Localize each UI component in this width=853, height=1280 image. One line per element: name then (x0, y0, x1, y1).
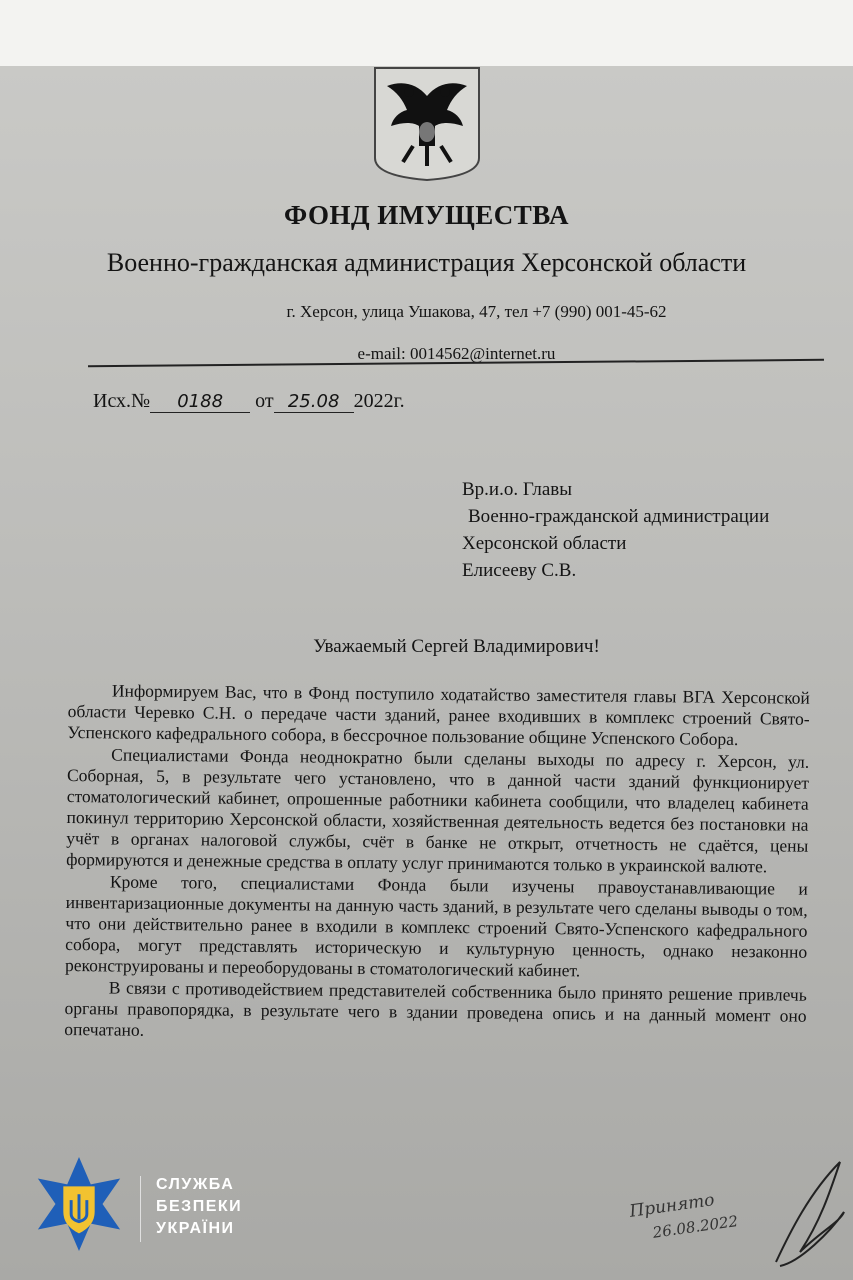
double-headed-eagle-emblem-icon (373, 66, 481, 182)
received-label: Принято (628, 1190, 716, 1222)
outgoing-number: 0188 (150, 391, 250, 413)
org-subtitle: Военно-гражданская администрация Херсонской области (106, 248, 747, 277)
salutation: Уважаемый Сергей Владимирович! (313, 636, 600, 657)
letter-body (64, 680, 810, 1049)
body-paragraph: Кроме того, специалистами Фонда были изучены правоустанавливающие и инвентаризационные документы на данную часть зданий, в результате чего сделаны выводы о том, что они действительно ранее в входили в комплекс строений Свято-Успенского кафедрального собора, могут представлять историческую и культурную ценность, однако незаконно реконструированы и переоборудованы в стоматологический кабинет. (64, 871, 808, 981)
addressee-line: Херсонской области (462, 533, 627, 554)
sbu-line: УКРАЇНИ (156, 1220, 235, 1237)
outgoing-reference (93, 390, 405, 413)
outgoing-date: 25.08 (274, 391, 354, 413)
org-email: e-mail: 0014562@internet.ru (357, 344, 556, 363)
addressee-line: Вр.и.о. Главы (462, 479, 573, 500)
received-note (628, 1185, 740, 1247)
sbu-watermark-text (156, 1174, 242, 1240)
body-paragraph: Информируем Вас, что в Фонд поступило ходатайство заместителя главы ВГА Херсонской области Черевко С.Н. о передаче части зданий, ранее входивших в комплекс строений Свято-Успенского кафедрального собора, в бессрочное пользование общине Успенского Собора. (67, 680, 810, 750)
sbu-divider (140, 1176, 141, 1242)
org-address: г. Херсон, улица Ушакова, 47, тел +7 (990) 001-45-62 (286, 302, 667, 321)
body-paragraph: В связи с противодействием представителей собственника было принято решение привлечь органы правопорядка, в результате чего в здании проведена опись и на данный момент оно опечатано. (64, 977, 807, 1040)
outgoing-from-label: от (255, 390, 274, 412)
org-title: ФОНД ИМУЩЕСТВА (283, 200, 570, 230)
addressee-line: Военно-гражданской администрации (468, 506, 770, 527)
addressee-line: Елисееву С.В. (462, 560, 577, 581)
outgoing-year: 2022г. (353, 390, 405, 412)
received-date: 26.08.2022 (651, 1212, 740, 1242)
addressee-block (462, 476, 769, 584)
sbu-line: СЛУЖБА (156, 1176, 235, 1193)
body-paragraph: Специалистами Фонда неоднократно были сделаны выходы по адресу г. Херсон, ул. Соборная, 5, в результате чего установлено, что в данной части зданий функционирует стоматологический кабинет, опрошенные работники кабинета сообщили, что владелец кабинета покинул территорию Херсонской области, хозяйственная деятельность ведется без постановки на учёт в органах налоговой службы, счёт в банке не открыт, отчетность не сдаётся, цены формируются и денежные средства в оплату услуг принимаются только в украинской валюте. (66, 744, 810, 877)
document-page (0, 66, 853, 1280)
outgoing-number-label: Исх.№ (93, 390, 151, 412)
sbu-shield-logo-icon (30, 1154, 128, 1254)
signature-icon (770, 1152, 850, 1272)
sbu-line: БЕЗПЕКИ (156, 1198, 243, 1215)
